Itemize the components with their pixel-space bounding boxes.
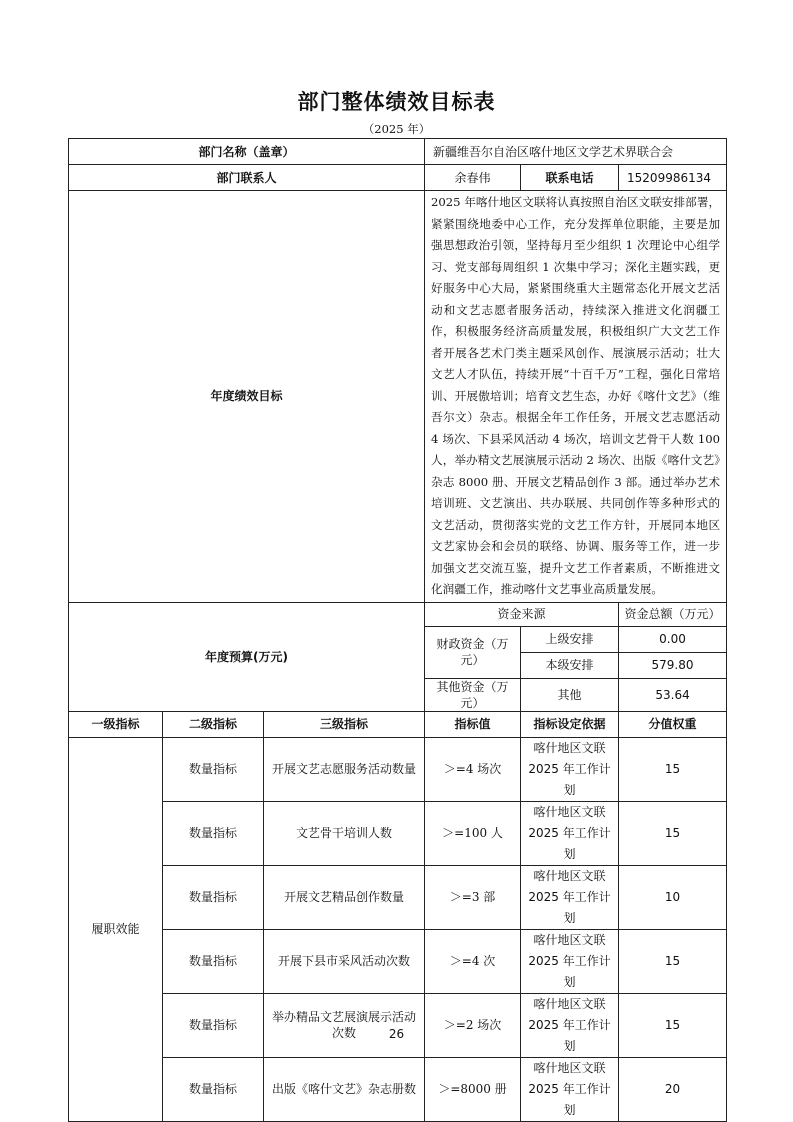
basis-line: 喀什地区文联 [533,868,606,883]
level2-cell: 数量指标 [163,865,264,929]
basis-line: 划 [563,974,576,989]
fiscal-label: 财政资金（万元） [425,626,521,678]
basis-line: 2025 年工作计 [528,1081,611,1096]
indicator-row [69,801,727,865]
goal-row [69,191,727,603]
indicator-row [69,1057,727,1121]
basis-line: 划 [563,846,576,861]
basis-line: 2025 年工作计 [528,761,611,776]
goal-text: 2025 年喀什地区文联将认真按照自治区文联安排部署，紧紧围绕地委中心工作，充分发挥单位职能，主要是加强思想政治引领，坚持每月至少组织 1 次理论中心组学习、党支部每周组织 1 次集中学习；深化主题实践，更好服务中心大局，紧紧围绕重大主题常态化开展文艺活动和文艺志愿者服务活动，持续深入推进文化润疆工作，积极服务经济高质量发展，积极组织广大文艺工作者开展各艺术门类主题采风创作、展演展示活动；壮大文艺人才队伍，持续开展“十百千万”工程，强化日常培训、开展傲培训；培育文艺生态，办好《喀什文艺》（维吾尔文）杂志。根据全年工作任务，开展文艺志愿活动 4 场次、下县采风活动 4 场次，培训文艺骨干人数 100 人，举办精文艺展演展示活动 2 场次、出版《喀什文艺》杂志 8000 册、开展文艺精品创作 3 部。通过举办艺术培训班、文艺演出、共办联展、共同创作等多种形式的文艺活动，贯彻落实党的文艺工作方针，开展同本地区文艺家协会和会员的联络、协调、服务等工作，进一步加强文艺交流互鉴，提升文艺工作者素质，不断推进文化润疆工作，推动喀什文艺事业高质量发展。 [425,191,727,603]
level3-cell: 出版《喀什文艺》杂志册数 [264,1057,425,1121]
year-subtitle: （2025 年） [362,122,431,136]
dept-name-value: 新疆维吾尔自治区喀什地区文学艺术界联合会 [425,139,727,165]
basis-cell [521,801,619,865]
basis-cell [521,1057,619,1121]
level3-cell: 举办精品文艺展演展示活动次数 [264,993,425,1057]
indicator-row [69,865,727,929]
indicator-value-cell: ＞=100 人 [425,801,521,865]
weight-cell: 20 [619,1057,727,1121]
indicator-row [69,737,727,801]
header-weight: 分值权重 [619,711,727,737]
level2-cell: 数量指标 [163,737,264,801]
header-level3: 三级指标 [264,711,425,737]
basis-line: 喀什地区文联 [533,996,606,1011]
page-number: 26 [388,1027,405,1041]
dept-name-label: 部门名称（盖章） [69,139,425,165]
phone-value: 15209986134 [619,165,727,191]
weight-cell: 15 [619,993,727,1057]
weight-cell: 15 [619,801,727,865]
other-sub-label: 其他 [521,678,619,711]
basis-line: 划 [563,782,576,797]
level3-cell: 开展文艺精品创作数量 [264,865,425,929]
header-value: 指标值 [425,711,521,737]
indicator-header-row [69,711,727,737]
header-basis: 指标设定依据 [521,711,619,737]
indicator-row [69,929,727,993]
basis-line: 2025 年工作计 [528,1017,611,1032]
basis-line: 2025 年工作计 [528,825,611,840]
basis-line: 2025 年工作计 [528,953,611,968]
basis-line: 喀什地区文联 [533,740,606,755]
local-value: 579.80 [619,652,727,678]
basis-cell [521,929,619,993]
basis-line: 2025 年工作计 [528,889,611,904]
indicator-value-cell: ＞=3 部 [425,865,521,929]
indicator-value-cell: ＞=4 次 [425,929,521,993]
basis-line: 喀什地区文联 [533,932,606,947]
header-level1: 一级指标 [69,711,163,737]
other-label: 其他资金（万元） [425,678,521,711]
upper-value: 0.00 [619,626,727,652]
basis-cell [521,865,619,929]
total-header: 资金总额（万元） [619,602,727,626]
level2-cell: 数量指标 [163,993,264,1057]
basis-cell [521,737,619,801]
budget-label: 年度预算(万元) [69,602,425,711]
other-value: 53.64 [619,678,727,711]
goal-label: 年度绩效目标 [69,191,425,603]
level3-cell: 文艺骨干培训人数 [264,801,425,865]
level3-cell: 开展文艺志愿服务活动数量 [264,737,425,801]
contact-value: 余春伟 [425,165,521,191]
level1-cell: 履职效能 [69,737,163,1121]
basis-line: 喀什地区文联 [533,1060,606,1075]
level2-cell: 数量指标 [163,929,264,993]
basis-line: 划 [563,910,576,925]
basis-line: 喀什地区文联 [533,804,606,819]
upper-label: 上级安排 [521,626,619,652]
indicator-value-cell: ＞=8000 册 [425,1057,521,1121]
level3-cell: 开展下县市采风活动次数 [264,929,425,993]
source-header: 资金来源 [425,602,619,626]
weight-cell: 15 [619,929,727,993]
indicator-value-cell: ＞=4 场次 [425,737,521,801]
dept-name-row [69,139,727,165]
local-label: 本级安排 [521,652,619,678]
level2-cell: 数量指标 [163,1057,264,1121]
basis-line: 划 [563,1038,576,1053]
indicator-value-cell: ＞=2 场次 [425,993,521,1057]
page-title: 部门整体绩效目标表 [297,90,496,114]
basis-line: 划 [563,1102,576,1117]
performance-table [68,138,727,1122]
level2-cell: 数量指标 [163,801,264,865]
budget-header-row [69,602,727,626]
phone-label: 联系电话 [521,165,619,191]
contact-label: 部门联系人 [69,165,425,191]
basis-cell [521,993,619,1057]
indicator-row [69,993,727,1057]
header-level2: 二级指标 [163,711,264,737]
weight-cell: 10 [619,865,727,929]
weight-cell: 15 [619,737,727,801]
dept-contact-row [69,165,727,191]
